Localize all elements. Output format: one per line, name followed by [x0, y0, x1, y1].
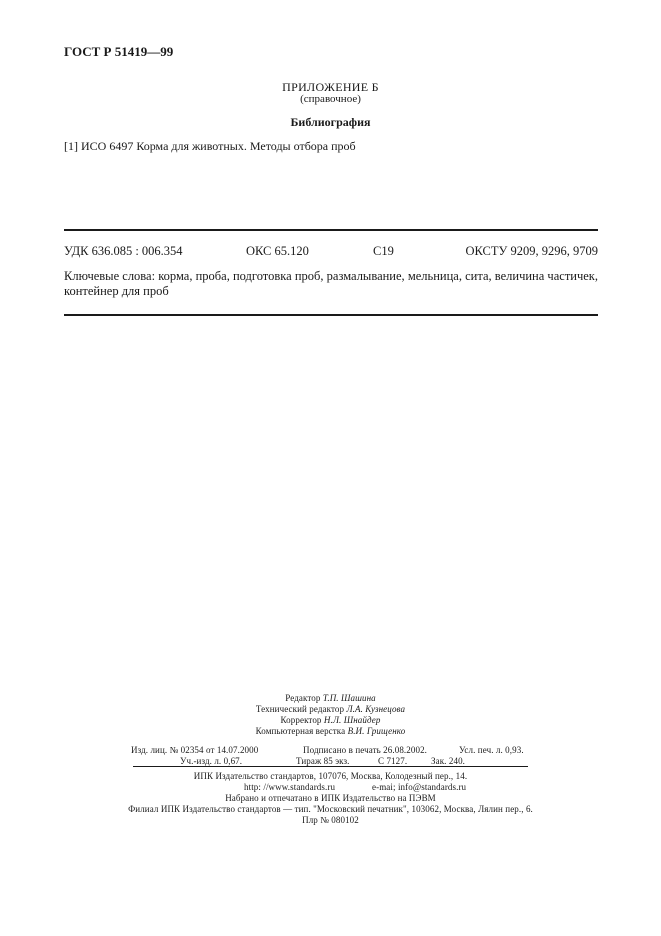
print-run: Тираж 85 экз.	[296, 756, 350, 766]
document-header: ГОСТ Р 51419—99	[64, 44, 174, 59]
staff-role: Редактор	[285, 693, 321, 703]
staff-name: Н.Л. Шнайдер	[323, 715, 381, 725]
staff-role: Компьютерная верстка	[255, 726, 346, 736]
publisher-license: Изд. лиц. № 02354 от 14.07.2000	[131, 745, 259, 755]
imprint-divider	[133, 766, 528, 767]
staff-role: Технический редактор	[255, 704, 345, 714]
keywords: Ключевые слова: корма, проба, подготовка проб, размалывание, мельница, сита, величина частичек, контейнер для проб	[64, 269, 598, 298]
staff-corrector	[0, 715, 661, 725]
category-code: С19	[373, 244, 394, 258]
branch-address: Филиал ИПК Издательство стандартов — тип. "Московский печатник", 103062, Москва, Лялин пер., 6.	[128, 804, 533, 814]
publisher-email: e-mai; info@standards.ru	[372, 782, 467, 792]
c-number: С 7127.	[378, 756, 408, 766]
appendix-subtitle: (справочное)	[300, 93, 361, 105]
bibliography-item: [1] ИСО 6497 Корма для животных. Методы отбора проб	[64, 139, 356, 153]
udk-code: УДК 636.085 : 006.354	[64, 244, 183, 258]
appendix-title: ПРИЛОЖЕНИЕ Б	[282, 80, 379, 94]
staff-name: Т.П. Шашина	[322, 693, 376, 703]
staff-editor	[0, 693, 661, 703]
oks-code: ОКС 65.120	[246, 244, 309, 258]
okstu-code: ОКСТУ 9209, 9296, 9709	[465, 244, 598, 258]
typeset-note: Набрано и отпечатано в ИПК Издательство на ПЭВМ	[225, 793, 436, 803]
publishing-sheets: Уч.-изд. л. 0,67.	[180, 756, 243, 766]
bottom-rule	[64, 314, 598, 316]
staff-layout	[0, 726, 661, 736]
staff-role: Корректор	[280, 715, 322, 725]
staff-name: Л.А. Кузнецова	[346, 704, 406, 714]
publisher-address: ИПК Издательство стандартов, 107076, Москва, Колодезный пер., 14.	[193, 771, 468, 781]
print-sheets: Усл. печ. л. 0,93.	[459, 745, 524, 755]
order-number: Зак. 240.	[431, 756, 466, 766]
top-rule	[64, 229, 598, 231]
signed-date: Подписано в печать 26.08.2002.	[303, 745, 428, 755]
publisher-website: http: //www.standards.ru	[244, 782, 336, 792]
plr-number: Плр № 080102	[302, 815, 359, 825]
staff-tech-editor	[0, 704, 661, 714]
bibliography-title: Библиография	[290, 115, 371, 129]
staff-name: В.И. Грищенко	[347, 726, 406, 736]
